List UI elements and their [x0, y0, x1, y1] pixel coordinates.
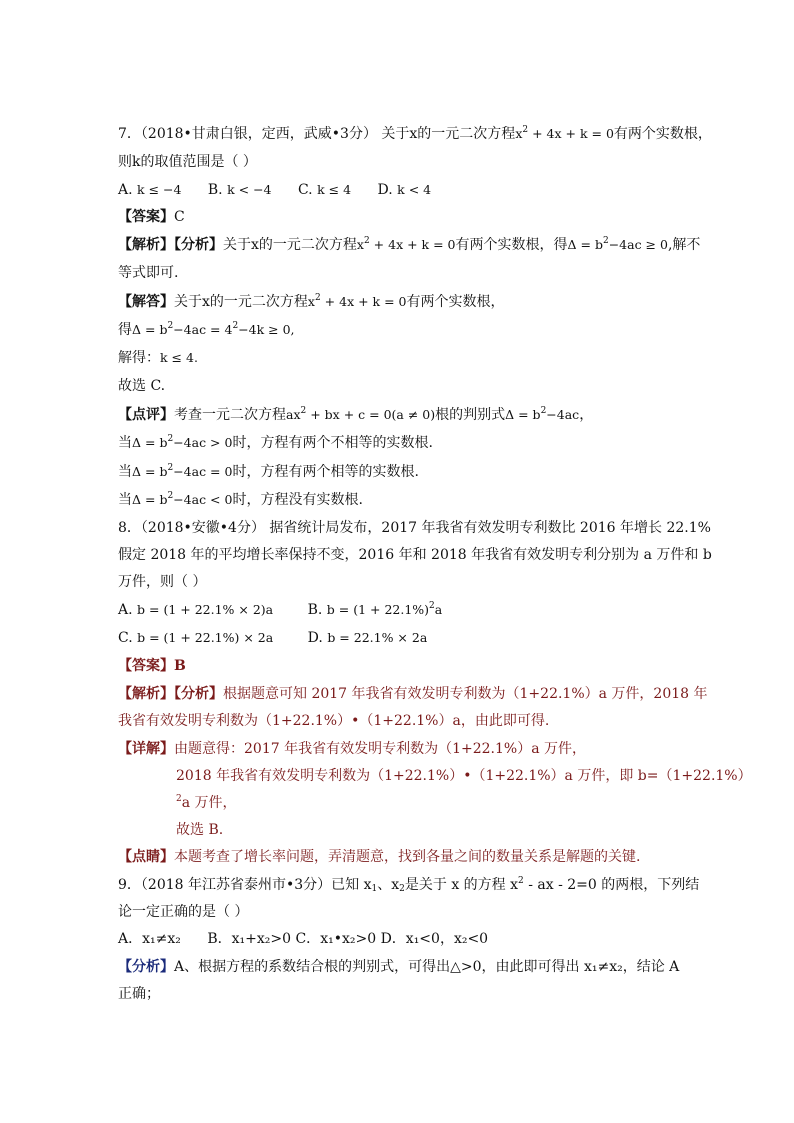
q8-detail-line1 — [118, 739, 586, 759]
q7-comment-text: 考查一元二次方程 — [174, 407, 286, 423]
q8-answer-value: B — [174, 658, 186, 674]
q7-case-2-text: 时，方程有两个相等的实数根. — [232, 464, 419, 480]
q7-solution-text-end: 有两个实数根， — [406, 294, 505, 310]
q8-comment — [118, 847, 640, 867]
q8-detail-line4: 故选 B. — [176, 822, 224, 838]
q7-option-c: k ≤ 4 — [317, 182, 352, 197]
q8-detail-text: 由题意得：2017 年我省有效发明专利数为（1+22.1%）a 万件， — [174, 741, 586, 757]
q8-options-row2 — [118, 628, 427, 648]
q7-case-1-text: 时，方程有两个不相等的实数根. — [232, 435, 433, 451]
q8-option-a: b = (1 + 22.1% × 2)a — [137, 602, 274, 617]
q8-detail-exponent: 2 — [176, 794, 182, 804]
q7-solution-line1 — [118, 292, 505, 312]
q8-answer-label: 【答案】 — [118, 658, 174, 674]
q7-option-a-label: A. — [118, 182, 133, 198]
q7-option-a: k ≤ −4 — [137, 182, 182, 197]
q8-option-d: b = 22.1% × 2a — [327, 630, 428, 645]
q7-solution-l3-text: 解得： — [118, 350, 160, 366]
q7-option-d-label: D. — [377, 182, 393, 198]
q7-comment-line1 — [118, 405, 593, 425]
q8-stem-line2: 假定 2018 年的平均增长率保持不变，2016 年和 2018 年我省有效发明专利分别为 a 万件和 b — [118, 547, 712, 563]
q8-option-c: b = (1 + 22.1%) × 2a — [137, 630, 274, 645]
q7-options — [118, 180, 431, 200]
q7-comment-label: 【点评】 — [118, 407, 174, 423]
q7-analysis-line1 — [118, 235, 700, 255]
q9-option-d-label: D． — [380, 931, 406, 947]
q7-case-1-math: $\Delta = b^2-4ac > 0$ — [132, 434, 233, 450]
q7-comment-text-end: ， — [579, 407, 594, 423]
q7-case-2 — [118, 462, 419, 482]
q9-option-a-label: A． — [118, 931, 143, 947]
q9-analysis-label: 【分析】 — [118, 959, 174, 975]
q8-comment-label: 【点睛】 — [118, 849, 174, 865]
q7-solution-l3-math: k ≤ 4. — [160, 350, 198, 365]
q7-option-b-label: B. — [207, 182, 223, 198]
q8-stem-line3: 万件，则（ ） — [118, 574, 207, 590]
q7-case-2-math: $\Delta = b^2-4ac = 0$ — [132, 463, 233, 479]
q8-option-b-label: B. — [307, 602, 323, 618]
q8-option-b: $b = (1 + 22.1\%)^2a$ — [326, 601, 443, 617]
q9-option-d: x₁<0，x₂<0 — [405, 931, 489, 947]
q7-case-2-prefix: 当 — [118, 464, 132, 480]
q7-comment-delta: $\Delta = b^2-4ac$ — [505, 406, 580, 422]
q7-stem-text-end: 有两个实数根， — [613, 126, 712, 142]
q7-case-3-prefix: 当 — [118, 492, 132, 508]
q8-stem-line1: 8．（2018•安徽•4分） 据省统计局发布，2017 年我省有效发明专利数比 2016 年增长 22.1% — [118, 520, 711, 536]
q8-analysis-text: 根据题意可知 2017 年我省有效发明专利数为（1+22.1%）a 万件，2018 年 — [223, 686, 708, 702]
q7-solution-l2-math: $\Delta = b^2-4ac = 4^2-4k \ge 0$, — [132, 321, 295, 337]
q7-answer — [118, 207, 185, 227]
q7-analysis-equation: $x^2 + 4x + k = 0$ — [356, 236, 456, 252]
q8-detail-text-3: a 万件， — [181, 795, 237, 811]
q8-detail-line3 — [176, 793, 237, 813]
q7-stem-line1 — [118, 124, 712, 144]
q8-option-a-label: A. — [118, 602, 133, 618]
q7-analysis-label: 【解析】【分析】 — [118, 237, 223, 253]
q7-solution-line2 — [118, 320, 295, 340]
q7-case-1-prefix: 当 — [118, 435, 132, 451]
q7-option-c-label: C. — [297, 182, 313, 198]
q9-option-c-label: C． — [295, 931, 321, 947]
q9-stem-line1: 9．（2018 年江苏省泰州市•3分）已知 $x_1$、$x_2$是关于 x 的方程 $x^2$ - ax - 2=0 的两根，下列结 — [118, 876, 700, 894]
q7-case-1 — [118, 433, 433, 453]
q7-analysis-line2: 等式即可. — [118, 265, 179, 281]
q9-option-b-label: B． — [207, 931, 232, 947]
q8-comment-text: 本题考查了增长率问题，弄清题意，找到各量之间的数量关系是解题的关键. — [174, 849, 641, 865]
q7-answer-value: C — [174, 209, 185, 225]
q9-stem-line2: 论一定正确的是（ ） — [118, 904, 249, 920]
q7-case-3-text: 时，方程没有实数根. — [232, 492, 363, 508]
q9-option-a: x₁≠x₂ — [142, 931, 181, 947]
q7-analysis-delta: $\Delta = b^2-4ac \ge 0$ — [567, 236, 668, 252]
q9-analysis-line2: 正确； — [118, 986, 160, 1002]
q7-answer-label: 【答案】 — [118, 209, 174, 225]
q9-option-b: x₁+x₂>0 — [231, 931, 292, 947]
q7-option-b: k < −4 — [227, 182, 272, 197]
q8-analysis-label: 【解析】【分析】 — [118, 686, 223, 702]
q7-solution-l2-text: 得 — [118, 322, 132, 338]
q7-equation: $x^2 + 4x + k = 0$ — [515, 125, 614, 141]
q8-detail-label: 【详解】 — [118, 741, 174, 757]
q9-option-c: x₁•x₂>0 — [320, 931, 377, 947]
q8-answer — [118, 656, 186, 676]
q8-option-c-label: C. — [118, 630, 133, 646]
q7-solution-equation: $x^2 + 4x + k = 0$ — [307, 293, 407, 309]
q7-case-3 — [118, 490, 363, 510]
q8-option-d-label: D. — [307, 630, 323, 646]
q9-analysis-line1 — [118, 957, 679, 977]
q7-analysis-text: 关于x的一元二次方程 — [223, 237, 357, 253]
q8-detail-line2: 2018 年我省有效发明专利数为（1+22.1%）•（1+22.1%）a 万件，即 b=（1+22.1%） — [176, 768, 752, 784]
q7-stem-line2: 则k的取值范围是（ ） — [118, 154, 257, 170]
q8-analysis-line1 — [118, 684, 708, 704]
q7-comment-text-mid: 根的判别式 — [435, 407, 506, 423]
q7-solution-line3 — [118, 348, 198, 368]
q9-analysis-text: A、根据方程的系数结合根的判别式，可得出△>0，由此即可得出 x₁≠x₂，结论 A — [174, 959, 680, 975]
q7-analysis-text-mid: 有两个实数根，得 — [455, 237, 568, 253]
q7-stem-text: 7．（2018•甘肃白银，定西，武威•3分） 关于x的一元二次方程 — [118, 126, 516, 142]
q7-analysis-text-end: ,解不 — [667, 237, 701, 253]
q8-analysis-line2: 我省有效发明专利数为（1+22.1%）•（1+22.1%）a，由此即可得. — [118, 713, 550, 729]
q7-option-d: k < 4 — [397, 182, 432, 197]
q9-options — [118, 929, 488, 949]
q7-case-3-math: $\Delta = b^2-4ac < 0$ — [132, 491, 233, 507]
q7-comment-equation: $ax^2$ + bx + c = 0(a ≠ 0) — [286, 406, 436, 422]
q7-solution-label: 【解答】 — [118, 294, 174, 310]
q7-solution-line4: 故选 C. — [118, 378, 166, 394]
q8-options-row1 — [118, 600, 442, 620]
q7-solution-text: 关于x的一元二次方程 — [174, 294, 308, 310]
